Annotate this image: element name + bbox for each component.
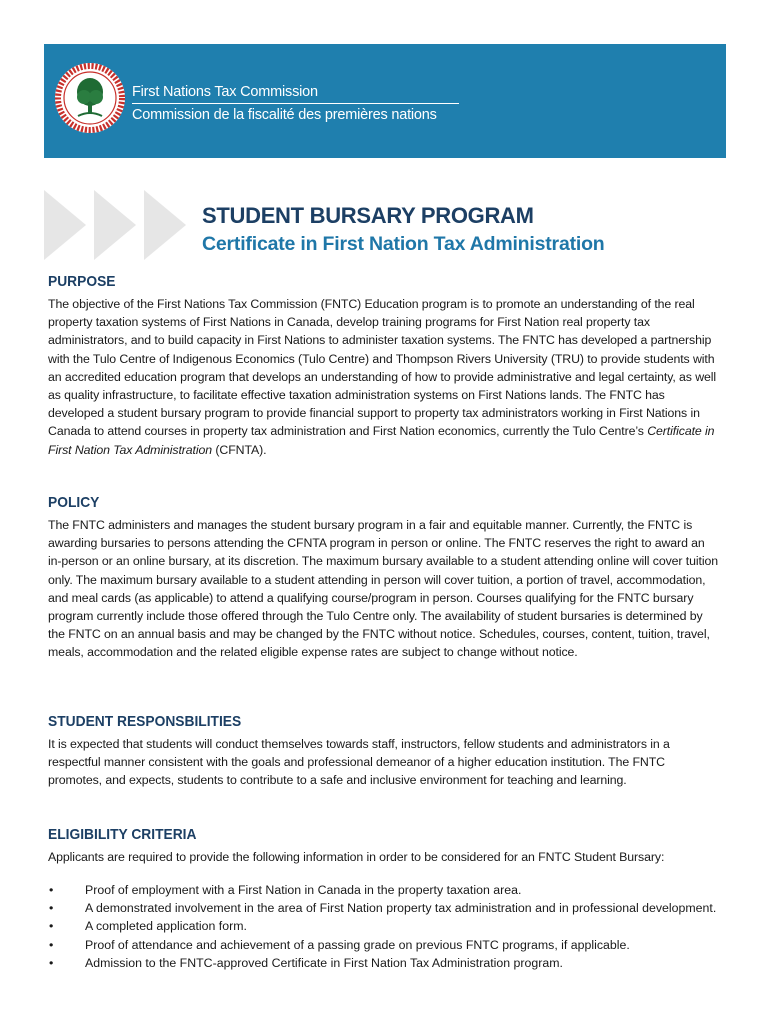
bullet-icon: •	[49, 883, 54, 897]
org-name-divider	[132, 103, 459, 104]
header-banner	[44, 44, 726, 158]
list-item-text: Proof of attendance and achievement of a passing grade on previous FNTC programs, if applicable.	[85, 937, 630, 952]
bullet-icon: •	[49, 955, 54, 970]
eligibility-intro: Applicants are required to provide the following information in order to be considered for an FNTC Student Bursary:	[48, 850, 665, 864]
purpose-program-name: Certificate in First Nation Tax Administration	[48, 424, 715, 457]
list-item	[48, 881, 718, 899]
purpose-text-part: The objective of the First Nations Tax Commission (FNTC) Education program is to promote an understanding of the real property taxation systems of First Nations in Canada, develop training programs for First Nation real property tax administrators, and to build capacity in First Nations to administer taxation systems. The FNTC has developed a partnership with the Tulo Centre of Indigenous Economics (Tulo Centre) and Thompson Rivers University (TRU) to provide students with an accredited education program that develops an understanding of how to provide administrative and legal certainty, as well as quality infrastructure, to facilitate effective taxation administration systems on First Nations lands. The FNTC has developed a student bursary program to provide financial support to property tax administrators working in First Nations in Canada to attend courses in property tax administration and First Nation economics, currently the Tulo Centre’s	[48, 297, 717, 439]
eligibility-list	[48, 881, 718, 972]
bullet-icon: •	[49, 919, 54, 934]
policy-text: The FNTC administers and manages the student bursary program in a fair and equitable manner. Currently, the FNTC is awarding bursaries to persons attending the CFNTA program in person or online. The FNTC reserves the right to award an in-person or an online bursary, at its discretion. The maximum bursary available to a student attending online will cover tuition only. The maximum bursary available to a student attending in person will cover tuition, a portion of travel, accommodation, and meal cards (as applicable) to attend a qualifying course/program in person. Courses qualifying for the FNTC bursary program currently include those offered through the Tulo Centre only. The availability of student bursaries is determined by the FNTC on an annual basis and may be changed by the FNTC without notice. Schedules, courses, content, tuition, travel, meals, accommodation and the related eligible expense rates are subject to change without notice.	[48, 518, 719, 660]
list-item	[48, 936, 718, 954]
list-item-text: Admission to the FNTC-approved Certificate in First Nation Tax Administration program.	[85, 955, 563, 970]
responsibilities-heading: STUDENT RESPONSBILITIES	[48, 713, 242, 730]
document-title: STUDENT BURSARY PROGRAM	[202, 203, 534, 228]
list-item	[48, 954, 718, 972]
purpose-heading: PURPOSE	[48, 273, 116, 290]
eligibility-heading: ELIGIBILITY CRITERIA	[48, 826, 197, 843]
list-item-text: A completed application form.	[85, 919, 247, 934]
bullet-icon: •	[49, 937, 54, 952]
bullet-icon: •	[49, 901, 54, 916]
purpose-text-end: (CFNTA).	[212, 442, 267, 457]
fntc-logo-icon	[54, 62, 126, 134]
list-item-text: Proof of employment with a First Nation in Canada in the property taxation area.	[85, 883, 522, 897]
policy-heading: POLICY	[48, 494, 100, 511]
org-name-french: Commission de la fiscalité des premières nations	[132, 107, 437, 123]
purpose-text	[48, 295, 718, 459]
list-item-text: A demonstrated involvement in the area of First Nation property tax administration and in professional development.	[85, 901, 717, 916]
org-name-english: First Nations Tax Commission	[132, 84, 318, 100]
chevron-arrows-icon	[44, 190, 194, 260]
responsibilities-text: It is expected that students will conduct themselves towards staff, instructors, fellow students and administrators in a respectful manner consistent with the goals and professional demeanor of a higher education institution. The FNTC promotes, and expects, students to contribute to a safe and inclusive environment for teaching and learning.	[48, 737, 670, 788]
document-subtitle: Certificate in First Nation Tax Administration	[202, 233, 605, 255]
list-item	[48, 899, 718, 917]
list-item	[48, 917, 718, 935]
